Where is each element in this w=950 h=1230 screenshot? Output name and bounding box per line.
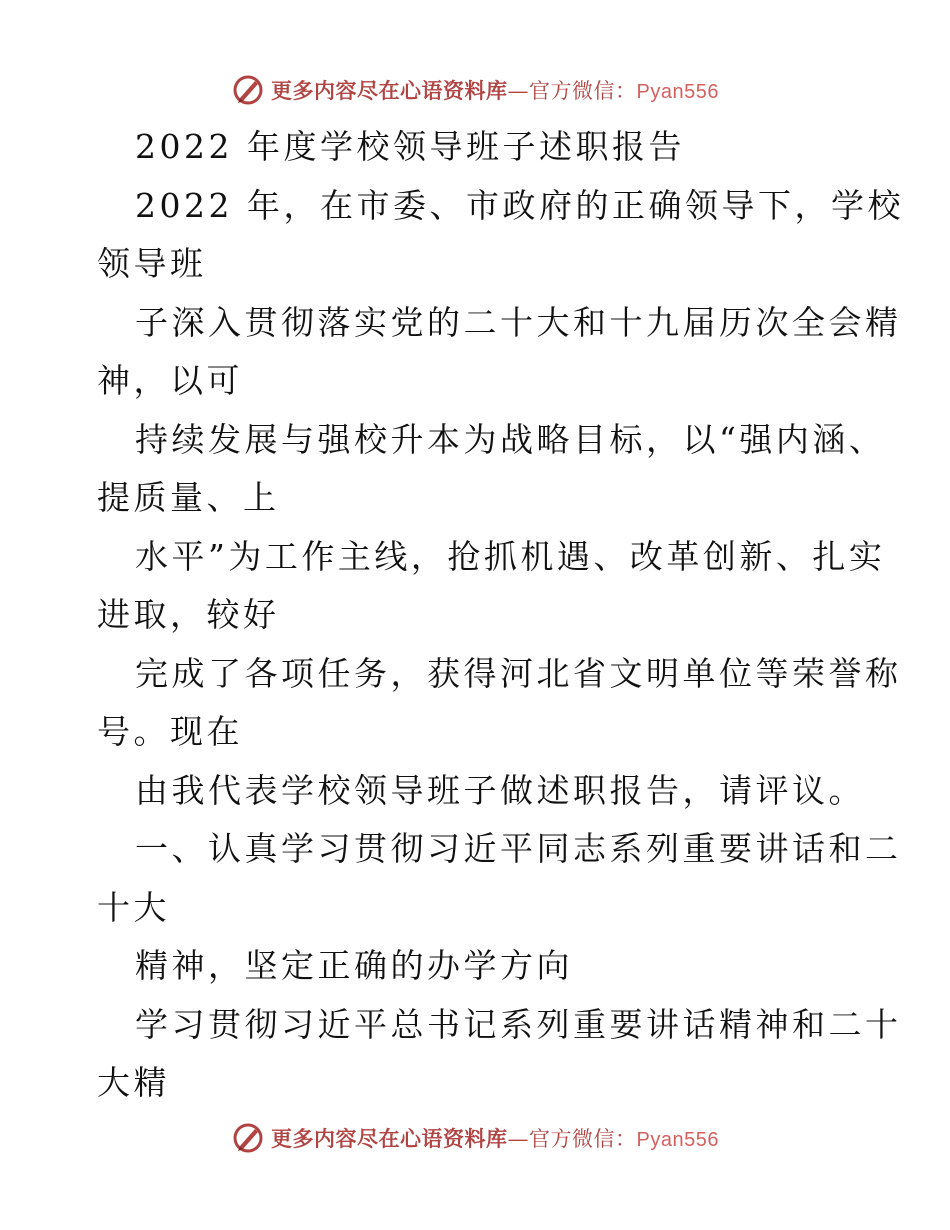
- text-line: 进取，较好: [97, 595, 280, 634]
- text-line: 水平”为工作主线，抢抓机遇、改革创新、扎实: [135, 536, 886, 576]
- section-heading-continued: 十大: [97, 887, 170, 927]
- section-heading-continued: 精神，坚定正确的办学方向: [135, 946, 573, 985]
- text-line: 由我代表学校领导班子做述职报告，请评议。: [135, 770, 865, 810]
- text-line: 持续发展与强校升本为战略目标，以“强内涵、: [135, 419, 886, 459]
- text-line: 学习贯彻习近平总书记系列重要讲话精神和二十: [135, 1004, 902, 1044]
- pen-logo-icon: [231, 1121, 265, 1155]
- watermark-dash: —: [507, 1127, 530, 1151]
- text-line: 号。现在: [97, 712, 243, 751]
- pen-logo-icon: [231, 73, 265, 107]
- watermark-main: 更多内容尽在心语资料库: [271, 1126, 508, 1151]
- watermark-wechat-label: 官方微信：: [529, 1127, 637, 1151]
- text-line: 2022 年，在市委、市政府的正确领导下，学校: [135, 185, 904, 225]
- watermark-dash: —: [507, 79, 530, 103]
- document-body: [97, 118, 904, 1113]
- header-watermark: [0, 70, 950, 110]
- watermark-wechat-id: Pyan556: [636, 1129, 719, 1151]
- text-line: 领导班: [97, 244, 207, 283]
- document-title: 2022 年度学校领导班子述职报告: [135, 127, 685, 166]
- text-line: 子深入贯彻落实党的二十大和十九届历次全会精: [135, 302, 902, 342]
- footer-watermark: [0, 1118, 950, 1158]
- section-heading: 一、认真学习贯彻习近平同志系列重要讲话和二: [135, 829, 902, 868]
- watermark-wechat-label: 官方微信：: [529, 79, 637, 103]
- text-line: 提质量、上: [97, 478, 280, 517]
- watermark-text: [271, 1123, 719, 1153]
- watermark-wechat-id: Pyan556: [636, 81, 719, 103]
- watermark-text: [271, 75, 719, 105]
- watermark-main: 更多内容尽在心语资料库: [271, 78, 508, 103]
- text-line: 神，以可: [97, 361, 243, 400]
- text-line: 完成了各项任务，获得河北省文明单位等荣誉称: [135, 653, 902, 693]
- text-line: 大精: [97, 1063, 170, 1102]
